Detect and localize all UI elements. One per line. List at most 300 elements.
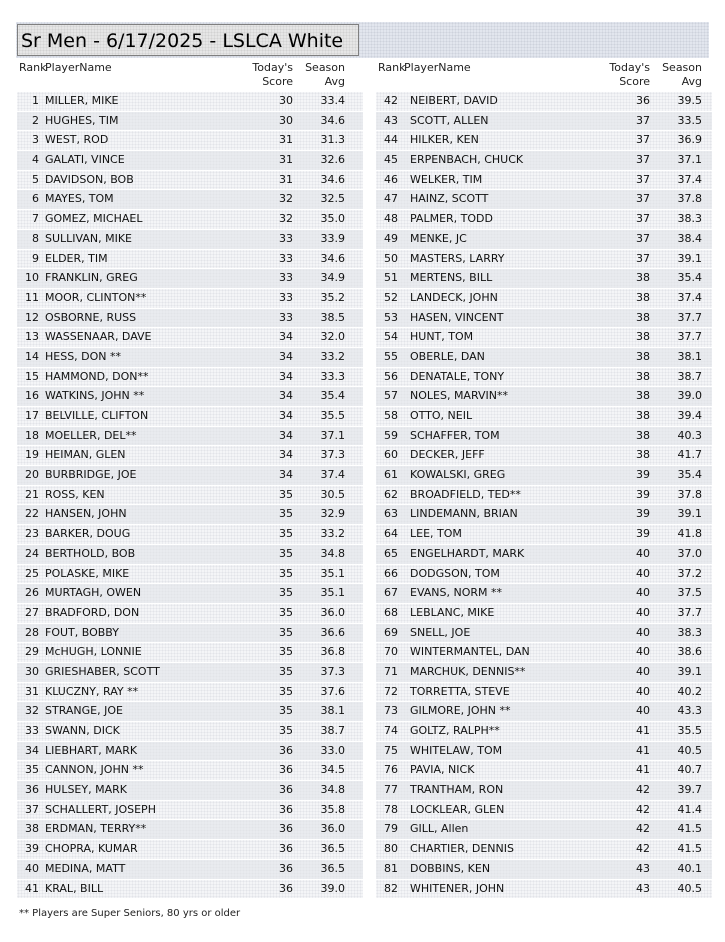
player-name-cell: SCHAFFER, TOM	[410, 428, 500, 442]
table-row	[17, 801, 363, 821]
rank-cell: 59	[384, 428, 398, 442]
table-row	[17, 427, 363, 447]
todays-score-cell: 37	[636, 212, 650, 226]
player-name-cell: ERDMAN, TERRY**	[45, 822, 147, 836]
player-name-cell: EVANS, NORM **	[410, 586, 503, 600]
table-row	[376, 92, 712, 112]
rank-cell: 46	[384, 172, 398, 186]
season-avg-cell: 38.3	[677, 212, 702, 226]
season-avg-cell: 34.8	[320, 783, 345, 797]
rank-cell: 24	[25, 546, 39, 560]
todays-score-cell: 36	[279, 763, 293, 777]
rank-cell: 1	[32, 94, 39, 107]
todays-score-cell: 42	[636, 822, 650, 836]
todays-score-cell: 40	[636, 625, 650, 639]
table-row	[376, 565, 712, 585]
season-avg-cell: 35.0	[320, 212, 345, 226]
season-avg-cell: 34.8	[320, 546, 345, 560]
player-name-cell: LANDECK, JOHN	[410, 290, 498, 304]
player-name-cell: MOELLER, DEL**	[45, 428, 137, 442]
player-name-cell: GALATI, VINCE	[45, 153, 125, 167]
player-name-cell: DENATALE, TONY	[410, 369, 505, 383]
season-avg-cell: 40.1	[677, 861, 702, 875]
table-row	[17, 387, 363, 407]
season-avg-cell: 38.3	[677, 625, 702, 639]
rank-cell: 5	[32, 172, 39, 186]
todays-score-cell: 34	[279, 428, 293, 442]
todays-score-cell: 38	[636, 448, 650, 462]
rank-cell: 78	[384, 802, 398, 816]
player-name-cell: HILKER, KEN	[410, 133, 479, 147]
player-name-cell: LOCKLEAR, GLEN	[410, 802, 505, 816]
todays-score-cell: 38	[636, 330, 650, 344]
rank-cell: 18	[25, 428, 39, 442]
table-row	[376, 171, 712, 191]
table-row	[376, 269, 712, 289]
player-name-cell: MARCHUK, DENNIS**	[410, 664, 526, 678]
season-avg-cell: 36.5	[320, 842, 345, 856]
season-avg-cell: 37.4	[677, 290, 702, 304]
table-row	[376, 880, 712, 900]
season-avg-cell: 38.7	[677, 369, 702, 383]
todays-score-cell: 36	[279, 783, 293, 797]
player-name-cell: GOLTZ, RALPH**	[410, 724, 500, 737]
rank-cell: 23	[25, 527, 39, 541]
rank-cell: 12	[25, 310, 39, 324]
todays-score-cell: 43	[636, 861, 650, 875]
table-row	[17, 250, 363, 270]
season-avg-cell: 38.6	[677, 645, 702, 659]
rank-cell: 27	[25, 605, 39, 619]
column-header	[376, 59, 712, 92]
season-avg-cell: 41.8	[677, 527, 702, 541]
todays-score-cell: 38	[636, 369, 650, 383]
season-avg-cell: 32.5	[320, 192, 345, 206]
table-row	[17, 584, 363, 604]
season-avg-cell: 36.5	[320, 861, 345, 875]
results-rows-left	[17, 92, 363, 899]
player-name-cell: HUGHES, TIM	[45, 113, 119, 127]
season-avg-cell: 35.1	[320, 566, 345, 580]
table-row	[376, 643, 712, 663]
rank-cell: 40	[25, 861, 39, 875]
todays-score-cell: 35	[279, 664, 293, 678]
table-row	[17, 781, 363, 801]
table-row	[17, 309, 363, 329]
rank-cell: 14	[25, 349, 39, 363]
todays-score-cell: 38	[636, 389, 650, 403]
rank-cell: 81	[384, 861, 398, 875]
season-avg-cell: 37.7	[677, 330, 702, 344]
season-avg-cell: 34.6	[320, 251, 345, 265]
player-name-cell: ENGELHARDT, MARK	[410, 546, 525, 560]
table-row	[376, 230, 712, 250]
season-avg-cell: 35.4	[320, 389, 345, 403]
rank-cell: 37	[25, 802, 39, 816]
season-avg-cell: 37.4	[320, 468, 345, 482]
todays-score-cell: 40	[636, 586, 650, 600]
season-avg-cell: 35.8	[320, 802, 345, 816]
table-row	[376, 368, 712, 388]
rank-cell: 67	[384, 586, 398, 600]
todays-score-cell: 31	[279, 133, 293, 147]
todays-score-cell: 40	[636, 566, 650, 580]
season-avg-cell: 33.9	[320, 231, 345, 245]
todays-score-cell: 38	[636, 290, 650, 304]
table-row	[376, 860, 712, 880]
rank-cell: 13	[25, 330, 39, 344]
todays-score-cell: 40	[636, 684, 650, 698]
rank-cell: 70	[384, 645, 398, 659]
season-avg-cell: 40.5	[677, 881, 702, 895]
season-avg-cell: 36.9	[677, 133, 702, 147]
season-avg-cell: 32.0	[320, 330, 345, 344]
player-name-cell: DECKER, JEFF	[410, 448, 485, 462]
player-name-cell: BARKER, DOUG	[45, 527, 131, 541]
player-name-cell: MURTAGH, OWEN	[45, 586, 142, 600]
todays-score-cell: 34	[279, 409, 293, 422]
rank-cell: 57	[384, 389, 398, 403]
rank-cell: 41	[25, 881, 39, 895]
table-row	[376, 584, 712, 604]
todays-score-cell: 41	[636, 743, 650, 757]
player-name-cell: OBERLE, DAN	[410, 349, 485, 363]
todays-score-cell: 35	[279, 546, 293, 560]
todays-score-cell: 37	[636, 113, 650, 127]
rank-cell: 4	[32, 153, 39, 167]
player-name-cell: WATKINS, JOHN **	[45, 389, 145, 403]
player-name-cell: OSBORNE, RUSS	[45, 310, 137, 324]
season-avg-cell: 33.4	[320, 94, 345, 107]
table-row	[17, 269, 363, 289]
season-avg-cell: 37.5	[677, 586, 702, 600]
todays-score-cell: 35	[279, 645, 293, 659]
season-avg-cell: 37.3	[320, 664, 345, 678]
player-name-cell: HESS, DON **	[45, 349, 122, 363]
header-player-name: PlayerName	[404, 61, 471, 74]
table-row	[376, 112, 712, 132]
season-avg-cell: 34.9	[320, 271, 345, 285]
player-name-cell: NOLES, MARVIN**	[410, 389, 508, 403]
column-header	[17, 59, 363, 92]
todays-score-cell: 31	[279, 153, 293, 167]
todays-score-cell: 40	[636, 664, 650, 678]
player-name-cell: BURBRIDGE, JOE	[45, 468, 137, 482]
table-row	[17, 880, 363, 900]
season-avg-cell: 38.7	[320, 724, 345, 737]
player-name-cell: PALMER, TODD	[410, 212, 493, 226]
season-avg-cell: 39.0	[320, 881, 345, 895]
player-name-cell: KOWALSKI, GREG	[410, 468, 506, 482]
todays-score-cell: 34	[279, 369, 293, 383]
rank-cell: 52	[384, 290, 398, 304]
rank-cell: 17	[25, 409, 39, 422]
rank-cell: 28	[25, 625, 39, 639]
todays-score-cell: 31	[279, 172, 293, 186]
table-row	[17, 446, 363, 466]
season-avg-cell: 35.4	[677, 271, 702, 285]
player-name-cell: NEIBERT, DAVID	[410, 94, 498, 107]
results-rows-right	[376, 92, 712, 899]
rank-cell: 48	[384, 212, 398, 226]
season-avg-cell: 37.0	[677, 546, 702, 560]
rank-cell: 62	[384, 487, 398, 501]
table-row	[17, 112, 363, 132]
player-name-cell: BELVILLE, CLIFTON	[45, 409, 149, 422]
player-name-cell: STRANGE, JOE	[45, 704, 123, 718]
player-name-cell: WELKER, TIM	[410, 172, 483, 186]
table-row	[376, 624, 712, 644]
player-name-cell: WHITENER, JOHN	[410, 881, 505, 895]
rank-cell: 7	[32, 212, 39, 226]
player-name-cell: CHARTIER, DENNIS	[410, 842, 514, 856]
rank-cell: 29	[25, 645, 39, 659]
table-row	[376, 663, 712, 683]
table-row	[376, 190, 712, 210]
todays-score-cell: 35	[279, 684, 293, 698]
table-row	[376, 486, 712, 506]
player-name-cell: MOOR, CLINTON**	[45, 290, 147, 304]
todays-score-cell: 35	[279, 605, 293, 619]
table-row	[17, 643, 363, 663]
rank-cell: 22	[25, 507, 39, 521]
todays-score-cell: 33	[279, 271, 293, 285]
player-name-cell: SNELL, JOE	[410, 625, 471, 639]
rank-cell: 64	[384, 527, 398, 541]
season-avg-cell: 37.8	[677, 487, 702, 501]
todays-score-cell: 38	[636, 310, 650, 324]
table-row	[17, 289, 363, 309]
season-avg-cell: 40.7	[677, 763, 702, 777]
player-name-cell: WASSENAAR, DAVE	[45, 330, 152, 344]
player-name-cell: ERPENBACH, CHUCK	[410, 153, 524, 167]
season-avg-cell: 37.1	[677, 153, 702, 167]
todays-score-cell: 42	[636, 802, 650, 816]
player-name-cell: ELDER, TIM	[45, 251, 108, 265]
player-name-cell: DAVIDSON, BOB	[45, 172, 134, 186]
todays-score-cell: 34	[279, 330, 293, 344]
season-avg-cell: 31.3	[320, 133, 345, 147]
table-row	[376, 328, 712, 348]
table-row	[376, 407, 712, 427]
rank-cell: 33	[25, 724, 39, 737]
table-row	[17, 624, 363, 644]
player-name-cell: GILL, Allen	[410, 822, 469, 836]
player-name-cell: POLASKE, MIKE	[45, 566, 130, 580]
rank-cell: 50	[384, 251, 398, 265]
todays-score-cell: 35	[279, 704, 293, 718]
season-avg-cell: 33.5	[677, 113, 702, 127]
rank-cell: 68	[384, 605, 398, 619]
table-row	[17, 466, 363, 486]
table-row	[17, 368, 363, 388]
rank-cell: 45	[384, 153, 398, 167]
player-name-cell: DOBBINS, KEN	[410, 861, 491, 875]
todays-score-cell: 34	[279, 389, 293, 403]
table-row	[17, 604, 363, 624]
table-row	[17, 683, 363, 703]
rank-cell: 55	[384, 349, 398, 363]
todays-score-cell: 32	[279, 212, 293, 226]
table-row	[17, 348, 363, 368]
table-row	[376, 820, 712, 840]
season-avg-cell: 34.5	[320, 763, 345, 777]
table-row	[17, 190, 363, 210]
season-avg-cell: 30.5	[320, 487, 345, 501]
todays-score-cell: 37	[636, 172, 650, 186]
table-row	[17, 761, 363, 781]
player-name-cell: OTTO, NEIL	[410, 409, 473, 422]
report-title: Sr Men - 6/17/2025 - LSLCA White	[17, 24, 359, 56]
rank-cell: 38	[25, 822, 39, 836]
todays-score-cell: 36	[279, 881, 293, 895]
season-avg-cell: 37.1	[320, 428, 345, 442]
table-row	[376, 683, 712, 703]
table-row	[376, 545, 712, 565]
todays-score-cell: 35	[279, 724, 293, 737]
player-name-cell: MAYES, TOM	[45, 192, 114, 206]
todays-score-cell: 41	[636, 724, 650, 737]
player-name-cell: FOUT, BOBBY	[45, 625, 119, 639]
player-name-cell: MASTERS, LARRY	[410, 251, 505, 265]
season-avg-cell: 41.4	[677, 802, 702, 816]
rank-cell: 20	[25, 468, 39, 482]
todays-score-cell: 37	[636, 231, 650, 245]
player-name-cell: WEST, ROD	[45, 133, 109, 147]
todays-score-cell: 37	[636, 251, 650, 265]
table-row	[376, 289, 712, 309]
rank-cell: 43	[384, 113, 398, 127]
header-season-avg: Season Avg	[662, 61, 702, 88]
player-name-cell: HAMMOND, DON**	[45, 369, 149, 383]
player-name-cell: LIEBHART, MARK	[45, 743, 138, 757]
player-name-cell: LINDEMANN, BRIAN	[410, 507, 518, 521]
player-name-cell: TORRETTA, STEVE	[410, 684, 510, 698]
rank-cell: 51	[384, 271, 398, 285]
player-name-cell: KLUCZNY, RAY **	[45, 684, 139, 698]
todays-score-cell: 39	[636, 527, 650, 541]
player-name-cell: HAINZ, SCOTT	[410, 192, 489, 206]
player-name-cell: SCOTT, ALLEN	[410, 113, 489, 127]
season-avg-cell: 41.7	[677, 448, 702, 462]
season-avg-cell: 37.4	[677, 172, 702, 186]
player-name-cell: CHOPRA, KUMAR	[45, 842, 138, 856]
season-avg-cell: 37.8	[677, 192, 702, 206]
todays-score-cell: 38	[636, 409, 650, 422]
results-column-right	[376, 59, 712, 899]
season-avg-cell: 33.0	[320, 743, 345, 757]
rank-cell: 21	[25, 487, 39, 501]
rank-cell: 65	[384, 546, 398, 560]
table-row	[17, 486, 363, 506]
player-name-cell: HUNT, TOM	[410, 330, 474, 344]
rank-cell: 44	[384, 133, 398, 147]
todays-score-cell: 30	[279, 113, 293, 127]
player-name-cell: HASEN, VINCENT	[410, 310, 504, 324]
rank-cell: 35	[25, 763, 39, 777]
player-name-cell: SULLIVAN, MIKE	[45, 231, 133, 245]
results-column-left	[17, 59, 363, 899]
player-name-cell: MEDINA, MATT	[45, 861, 126, 875]
rank-cell: 10	[25, 271, 39, 285]
rank-cell: 49	[384, 231, 398, 245]
season-avg-cell: 37.2	[677, 566, 702, 580]
player-name-cell: HANSEN, JOHN	[45, 507, 127, 521]
todays-score-cell: 32	[279, 192, 293, 206]
rank-cell: 34	[25, 743, 39, 757]
todays-score-cell: 35	[279, 586, 293, 600]
season-avg-cell: 38.4	[677, 231, 702, 245]
header-player-name: PlayerName	[45, 61, 112, 74]
table-row	[376, 309, 712, 329]
table-row	[17, 525, 363, 545]
rank-cell: 26	[25, 586, 39, 600]
table-row	[17, 407, 363, 427]
table-row	[17, 742, 363, 762]
todays-score-cell: 39	[636, 507, 650, 521]
season-avg-cell: 36.6	[320, 625, 345, 639]
rank-cell: 30	[25, 664, 39, 678]
rank-cell: 73	[384, 704, 398, 718]
rank-cell: 16	[25, 389, 39, 403]
rank-cell: 63	[384, 507, 398, 521]
table-row	[376, 427, 712, 447]
season-avg-cell: 35.4	[677, 468, 702, 482]
season-avg-cell: 35.2	[320, 290, 345, 304]
season-avg-cell: 35.1	[320, 586, 345, 600]
todays-score-cell: 36	[636, 94, 650, 107]
table-row	[376, 604, 712, 624]
player-name-cell: LEBLANC, MIKE	[410, 605, 495, 619]
player-name-cell: LEE, TOM	[410, 527, 462, 541]
season-avg-cell: 36.0	[320, 605, 345, 619]
table-row	[17, 328, 363, 348]
rank-cell: 82	[384, 881, 398, 895]
player-name-cell: BERTHOLD, BOB	[45, 546, 136, 560]
rank-cell: 60	[384, 448, 398, 462]
table-row	[376, 466, 712, 486]
todays-score-cell: 41	[636, 763, 650, 777]
player-name-cell: CANNON, JOHN **	[45, 763, 144, 777]
table-row	[17, 702, 363, 722]
season-avg-cell: 37.7	[677, 310, 702, 324]
season-avg-cell: 32.9	[320, 507, 345, 521]
player-name-cell: GOMEZ, MICHAEL	[45, 212, 143, 226]
todays-score-cell: 36	[279, 861, 293, 875]
player-name-cell: HULSEY, MARK	[45, 783, 127, 797]
header-season-avg: Season Avg	[305, 61, 345, 88]
rank-cell: 53	[384, 310, 398, 324]
table-row	[17, 860, 363, 880]
player-name-cell: HEIMAN, GLEN	[45, 448, 126, 462]
header-rank: Rank	[19, 61, 47, 74]
todays-score-cell: 43	[636, 881, 650, 895]
todays-score-cell: 34	[279, 468, 293, 482]
table-row	[376, 840, 712, 860]
season-avg-cell: 39.5	[677, 94, 702, 107]
season-avg-cell: 37.6	[320, 684, 345, 698]
table-row	[376, 525, 712, 545]
table-row	[376, 446, 712, 466]
table-row	[17, 171, 363, 191]
table-row	[376, 250, 712, 270]
todays-score-cell: 38	[636, 349, 650, 363]
table-row	[17, 545, 363, 565]
todays-score-cell: 36	[279, 802, 293, 816]
rank-cell: 56	[384, 369, 398, 383]
season-avg-cell: 39.0	[677, 389, 702, 403]
player-name-cell: WHITELAW, TOM	[410, 743, 503, 757]
